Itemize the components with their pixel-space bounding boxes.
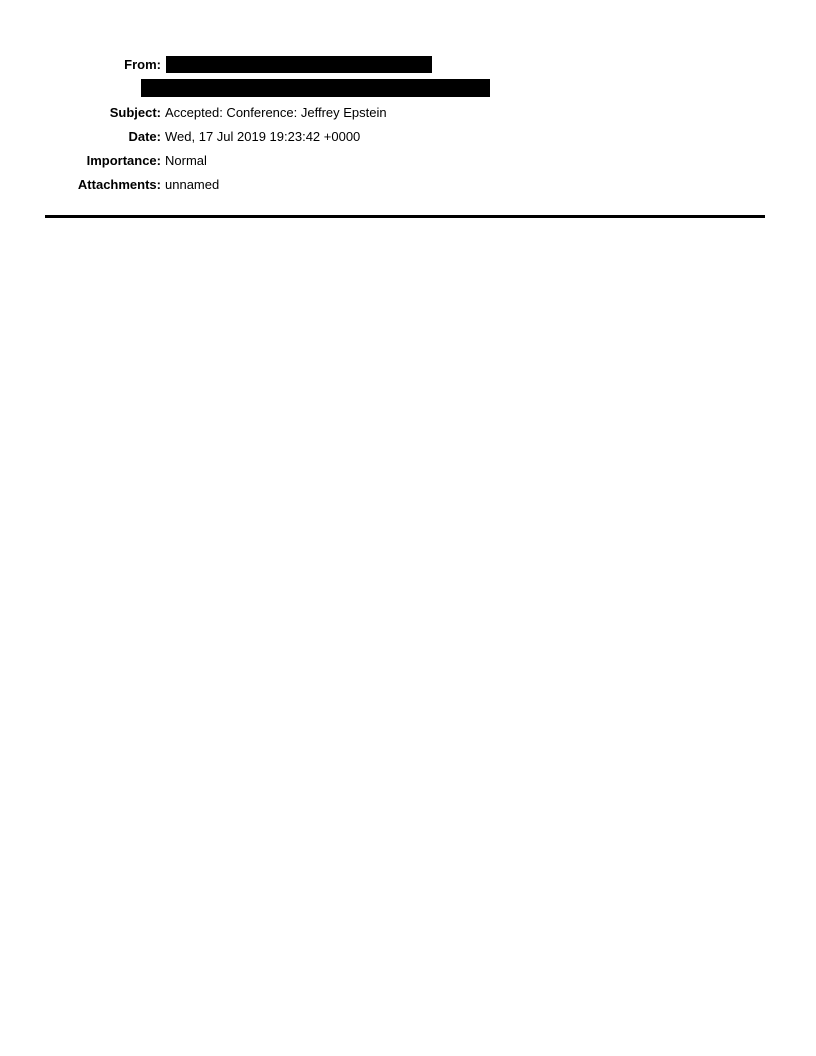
header-row-importance <box>0 148 816 172</box>
importance-value: Normal <box>165 152 207 168</box>
subject-label: Subject: <box>109 104 161 120</box>
attachments-label: Attachments: <box>77 176 161 192</box>
date-label: Date: <box>128 128 161 144</box>
from-label: From: <box>124 56 161 72</box>
email-header <box>0 0 816 196</box>
subject-value: Accepted: Conference: Jeffrey Epstein <box>165 104 387 120</box>
header-row-date <box>0 124 816 148</box>
attachments-value: unnamed <box>165 176 220 192</box>
header-row-attachments <box>0 172 816 196</box>
header-row-subject <box>0 100 816 124</box>
redaction-bar-second-line <box>141 79 490 97</box>
importance-label: Importance: <box>86 152 161 168</box>
redaction-bar-from <box>166 56 432 73</box>
header-divider <box>45 215 765 218</box>
date-value: Wed, 17 Jul 2019 19:23:42 +0000 <box>165 128 361 144</box>
header-row-redacted <box>0 76 816 100</box>
header-row-from <box>0 52 816 76</box>
